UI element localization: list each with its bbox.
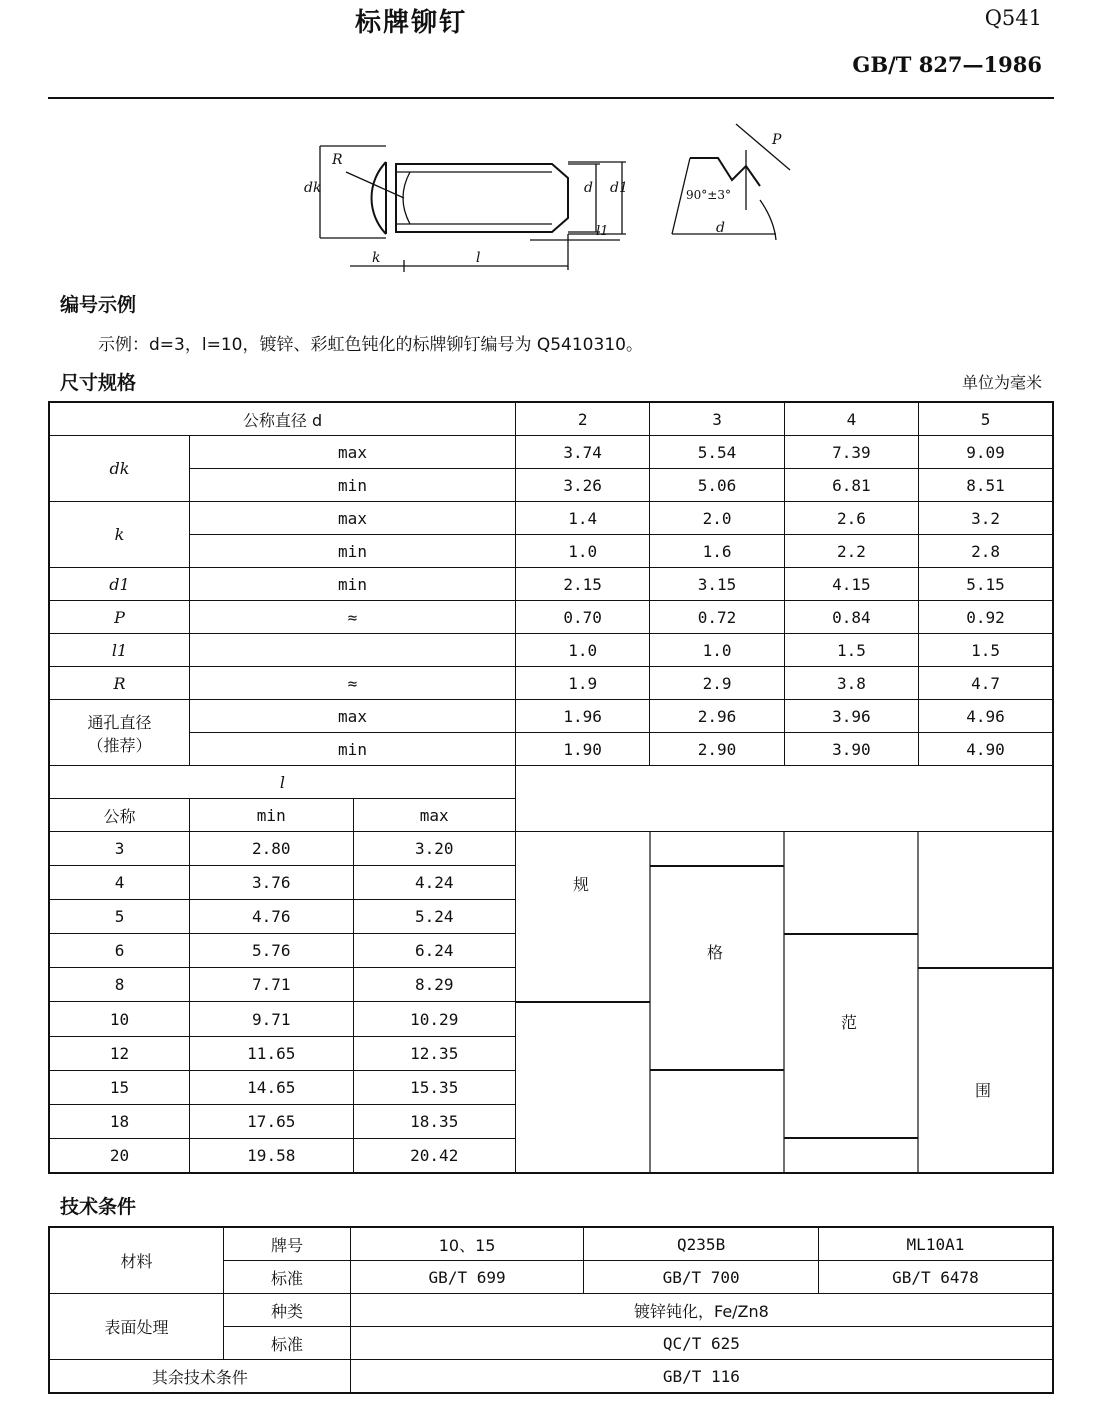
grade-label: 牌号	[224, 1227, 351, 1261]
diameter-header: 公称直径 d	[49, 402, 515, 436]
table-row	[49, 733, 1053, 766]
range-area	[515, 832, 1053, 1174]
grade-std-cell: GB/T 6478	[818, 1261, 1053, 1294]
value-cell: 1.90	[515, 733, 649, 766]
material-label: 材料	[49, 1227, 224, 1294]
value-cell: 2.0	[650, 502, 784, 535]
value-cell: 2.15	[515, 568, 649, 601]
spec-cell: min	[190, 733, 516, 766]
size-header: 2	[515, 402, 649, 436]
dimension-table	[48, 401, 1054, 1174]
l-cell: 6.24	[353, 934, 515, 968]
param-cell: d1	[49, 568, 190, 601]
table-row	[49, 568, 1053, 601]
table-row	[49, 832, 1053, 866]
l-cell: 10.29	[353, 1002, 515, 1036]
blank-area	[515, 766, 1053, 832]
value-cell: 3.15	[650, 568, 784, 601]
value-cell: 3.26	[515, 469, 649, 502]
l-cell: 20	[49, 1138, 190, 1173]
l-cell: 9.71	[190, 1002, 353, 1036]
l-cell: 3.20	[353, 832, 515, 866]
label-d: d	[584, 180, 593, 196]
dim-header-row	[49, 402, 1053, 436]
page-title: 标牌铆钉	[355, 8, 468, 38]
value-cell: 1.0	[515, 535, 649, 568]
param-cell: 通孔直径 （推荐）	[49, 700, 190, 766]
example-text: 示例：d=3，l=10，镀锌、彩虹色钝化的标牌铆钉编号为 Q5410310。	[98, 335, 643, 355]
param-cell: l1	[49, 634, 190, 667]
l-header: max	[353, 799, 515, 832]
other-label: 其余技术条件	[49, 1360, 350, 1394]
value-cell: 1.5	[919, 634, 1053, 667]
spec-cell: max	[190, 502, 516, 535]
l-header: 公称	[49, 799, 190, 832]
l-cell: 4.76	[190, 900, 353, 934]
unit-note: 单位为毫米	[961, 373, 1042, 392]
spec-cell: ≈	[190, 601, 516, 634]
grade-cell: ML10A1	[818, 1227, 1053, 1261]
l-cell: 18	[49, 1104, 190, 1138]
table-row	[49, 601, 1053, 634]
value-cell: 1.9	[515, 667, 649, 700]
value-cell: 9.09	[919, 436, 1053, 469]
spec-cell: min	[190, 535, 516, 568]
value-cell: 4.96	[919, 700, 1053, 733]
l-cell: 3.76	[190, 866, 353, 900]
value-cell: 4.7	[919, 667, 1053, 700]
value-cell: 1.5	[784, 634, 918, 667]
l-cell: 14.65	[190, 1070, 353, 1104]
l-cell: 5.76	[190, 934, 353, 968]
other-std: GB/T 116	[350, 1360, 1053, 1394]
range-char: 规	[572, 875, 589, 894]
value-cell: 4.90	[919, 733, 1053, 766]
size-header: 3	[650, 402, 784, 436]
param-cell: P	[49, 601, 190, 634]
param-cell: k	[49, 502, 190, 568]
dims-heading: 尺寸规格	[60, 372, 137, 394]
value-cell: 8.51	[919, 469, 1053, 502]
l-cell: 7.71	[190, 968, 353, 1002]
spec-cell: max	[190, 700, 516, 733]
l-label-row	[49, 766, 1053, 799]
value-cell: 2.96	[650, 700, 784, 733]
kind-label: 种类	[224, 1294, 351, 1327]
l-cell: 20.42	[353, 1138, 515, 1173]
l-cell: 11.65	[190, 1036, 353, 1070]
value-cell: 3.8	[784, 667, 918, 700]
value-cell: 2.9	[650, 667, 784, 700]
tech-table	[48, 1226, 1054, 1394]
table-row	[49, 469, 1053, 502]
l-label: l	[49, 766, 515, 799]
surface-label: 表面处理	[49, 1294, 224, 1360]
grade-cell: Q235B	[584, 1227, 819, 1261]
value-cell: 3.96	[784, 700, 918, 733]
l-cell: 18.35	[353, 1104, 515, 1138]
size-header: 4	[784, 402, 918, 436]
spec-cell: ≈	[190, 667, 516, 700]
spec-cell: max	[190, 436, 516, 469]
label-P: P	[772, 132, 782, 148]
value-cell: 1.0	[650, 634, 784, 667]
value-cell: 0.70	[515, 601, 649, 634]
table-row	[49, 436, 1053, 469]
value-cell: 3.74	[515, 436, 649, 469]
l-cell: 5.24	[353, 900, 515, 934]
surface-std-label: 标准	[224, 1327, 351, 1360]
l-cell: 3	[49, 832, 190, 866]
table-row	[49, 502, 1053, 535]
label-d-detail: d	[716, 220, 725, 236]
spec-cell: min	[190, 568, 516, 601]
value-cell: 7.39	[784, 436, 918, 469]
spec-cell: min	[190, 469, 516, 502]
label-l1: l1	[596, 224, 609, 239]
l-cell: 17.65	[190, 1104, 353, 1138]
table-row	[49, 535, 1053, 568]
value-cell: 6.81	[784, 469, 918, 502]
l-cell: 12.35	[353, 1036, 515, 1070]
value-cell: 4.15	[784, 568, 918, 601]
value-cell: 0.72	[650, 601, 784, 634]
tech-heading: 技术条件	[60, 1196, 137, 1218]
label-k: k	[372, 250, 381, 266]
grade-std-cell: GB/T 700	[584, 1261, 819, 1294]
label-angle: 90°±3°	[686, 188, 731, 202]
l-cell: 10	[49, 1002, 190, 1036]
std-label: 标准	[224, 1261, 351, 1294]
range-char: 围	[974, 1081, 991, 1100]
surface-std: QC/T 625	[350, 1327, 1053, 1360]
param-cell: dk	[49, 436, 190, 502]
l-cell: 8.29	[353, 968, 515, 1002]
value-cell: 5.54	[650, 436, 784, 469]
value-cell: 1.4	[515, 502, 649, 535]
value-cell: 5.15	[919, 568, 1053, 601]
spec-cell	[190, 634, 516, 667]
value-cell: 1.6	[650, 535, 784, 568]
param-cell: R	[49, 667, 190, 700]
value-cell: 0.84	[784, 601, 918, 634]
l-cell: 5	[49, 900, 190, 934]
l-cell: 19.58	[190, 1138, 353, 1173]
header-rule	[48, 97, 1054, 99]
example-heading: 编号示例	[60, 294, 137, 316]
label-l: l	[476, 250, 481, 266]
range-char: 格	[706, 943, 723, 962]
l-cell: 15	[49, 1070, 190, 1104]
value-cell: 2.8	[919, 535, 1053, 568]
l-cell: 12	[49, 1036, 190, 1070]
value-cell: 2.2	[784, 535, 918, 568]
grade-cell: 10、15	[350, 1227, 584, 1261]
standard-number: GB/T 827—1986	[852, 52, 1042, 77]
range-steps	[516, 832, 1052, 1172]
value-cell: 2.6	[784, 502, 918, 535]
value-cell: 2.90	[650, 733, 784, 766]
label-R: R	[332, 152, 343, 168]
value-cell: 1.0	[515, 634, 649, 667]
value-cell: 0.92	[919, 601, 1053, 634]
value-cell: 1.96	[515, 700, 649, 733]
value-cell: 3.90	[784, 733, 918, 766]
value-cell: 5.06	[650, 469, 784, 502]
range-char: 范	[840, 1013, 857, 1032]
l-cell: 4	[49, 866, 190, 900]
l-cell: 2.80	[190, 832, 353, 866]
label-d1: d1	[610, 180, 628, 196]
table-row	[49, 700, 1053, 733]
part-code: Q541	[984, 6, 1042, 30]
table-row	[49, 634, 1053, 667]
value-cell: 3.2	[919, 502, 1053, 535]
table-row	[49, 667, 1053, 700]
l-cell: 6	[49, 934, 190, 968]
size-header: 5	[919, 402, 1053, 436]
surface-kind: 镀锌钝化，Fe/Zn8	[350, 1294, 1053, 1327]
l-header: min	[190, 799, 353, 832]
l-cell: 15.35	[353, 1070, 515, 1104]
label-dk: dk	[304, 180, 322, 196]
l-cell: 8	[49, 968, 190, 1002]
l-cell: 4.24	[353, 866, 515, 900]
grade-std-cell: GB/T 699	[350, 1261, 584, 1294]
